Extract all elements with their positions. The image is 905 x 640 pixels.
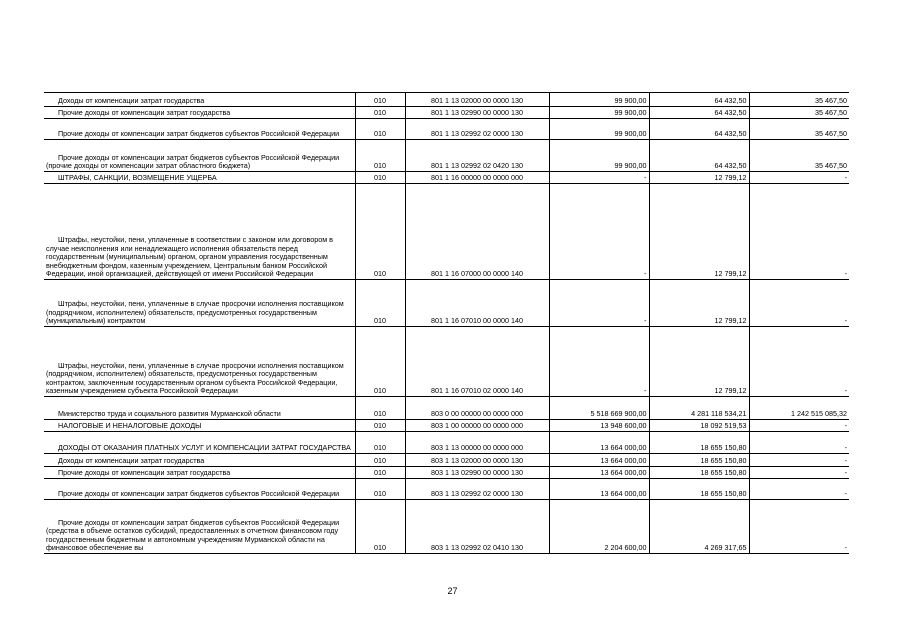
table-row: [44, 420, 849, 432]
table-row: [44, 172, 849, 184]
row-plan-cell: 13 664 000,00: [549, 454, 649, 467]
row-name-text: Доходы от компенсации затрат государства: [58, 96, 205, 106]
row-plan-cell: -: [549, 184, 649, 280]
row-plan-cell: -: [549, 172, 649, 184]
row-code-cell: 801 1 13 02992 02 0420 130: [405, 140, 549, 172]
row-admin-cell: 010: [355, 420, 405, 432]
row-rest-cell: -: [749, 432, 849, 454]
row-done-cell: 64 432,50: [649, 140, 749, 172]
revenue-table: [44, 92, 849, 554]
row-plan-cell: 5 518 669 900,00: [549, 397, 649, 420]
row-name-cell: [44, 172, 355, 184]
row-plan-cell: -: [549, 280, 649, 327]
row-admin-cell: 010: [355, 500, 405, 554]
row-rest-cell: 35 467,50: [749, 93, 849, 107]
row-done-cell: 18 655 150,80: [649, 479, 749, 500]
row-rest-cell: -: [749, 327, 849, 397]
row-rest-cell: -: [749, 172, 849, 184]
row-code-cell: 801 1 13 02992 02 0000 130: [405, 119, 549, 140]
row-code-cell: 801 1 16 07010 02 0000 140: [405, 327, 549, 397]
page-number: 27: [447, 586, 458, 596]
row-done-cell: 4 281 118 534,21: [649, 397, 749, 420]
row-name-cell: [44, 432, 355, 454]
row-name-cell: [44, 500, 355, 554]
row-code-cell: 801 1 16 07000 00 0000 140: [405, 184, 549, 280]
row-plan-cell: 13 664 000,00: [549, 432, 649, 454]
row-code-cell: 803 1 13 02000 00 0000 130: [405, 454, 549, 467]
row-name-cell: [44, 467, 355, 479]
table-row: [44, 280, 849, 327]
table-row: [44, 500, 849, 554]
row-plan-cell: 99 900,00: [549, 140, 649, 172]
row-name-text: Прочие доходы от компенсации затрат бюджетов субъектов Российской Федерации (прочие доходы от компенсации затрат областного бюджета): [46, 152, 340, 171]
row-rest-cell: 35 467,50: [749, 140, 849, 172]
row-admin-cell: 010: [355, 467, 405, 479]
table-row: [44, 454, 849, 467]
row-done-cell: 18 092 519,53: [649, 420, 749, 432]
row-name-text: ДОХОДЫ ОТ ОКАЗАНИЯ ПЛАТНЫХ УСЛУГ И КОМПЕНСАЦИИ ЗАТРАТ ГОСУДАРСТВА: [58, 443, 351, 453]
row-name-text: Штрафы, неустойки, пени, уплаченные в соответствии с законом или договором в случае неисполнения или ненадлежащего исполнения обязательств перед государственным (муниципальным) органом, органом управления государственным внебюджетным фондом, казенным учреждением, Центральным банком Российской Федерации, иной организацией, действующей от имени Российской Федерации: [46, 235, 333, 279]
row-rest-cell: -: [749, 467, 849, 479]
row-admin-cell: 010: [355, 172, 405, 184]
row-admin-cell: 010: [355, 140, 405, 172]
table-row: [44, 479, 849, 500]
row-done-cell: 64 432,50: [649, 93, 749, 107]
row-done-cell: 18 655 150,80: [649, 467, 749, 479]
row-done-cell: 12 799,12: [649, 327, 749, 397]
row-name-cell: [44, 119, 355, 140]
row-name-text: Прочие доходы от компенсации затрат бюджетов субъектов Российской Федерации: [58, 489, 340, 499]
row-done-cell: 12 799,12: [649, 280, 749, 327]
row-name-cell: [44, 327, 355, 397]
row-rest-cell: 35 467,50: [749, 107, 849, 119]
row-rest-cell: -: [749, 454, 849, 467]
row-code-cell: 803 1 13 02992 02 0410 130: [405, 500, 549, 554]
row-admin-cell: 010: [355, 479, 405, 500]
row-admin-cell: 010: [355, 327, 405, 397]
table-row: [44, 327, 849, 397]
row-done-cell: 12 799,12: [649, 184, 749, 280]
table-body: [44, 93, 849, 554]
row-name-text: Министерство труда и социального развития Мурманской области: [58, 409, 281, 419]
row-plan-cell: 13 664 000,00: [549, 479, 649, 500]
row-name-text: Штрафы, неустойки, пени, уплаченные в случае просрочки исполнения поставщиком (подрядчиком, исполнителем) обязательств, предусмотренных государственным контрактом, заключенным государственным органом субъекта Российской Федерации, казенным учреждением субъекта Российской Федерации: [46, 360, 344, 396]
row-code-cell: 801 1 13 02990 00 0000 130: [405, 107, 549, 119]
row-name-text: Прочие доходы от компенсации затрат бюджетов субъектов Российской Федерации (средства в объеме остатков субсидий, предоставленных в отчетном финансовом году государственным бюджетным и автономным учреждениям Мурманской области на финансовое обеспечение вы: [46, 517, 340, 553]
row-code-cell: 803 0 00 00000 00 0000 000: [405, 397, 549, 420]
row-done-cell: 18 655 150,80: [649, 454, 749, 467]
row-name-cell: [44, 280, 355, 327]
row-rest-cell: -: [749, 184, 849, 280]
row-admin-cell: 010: [355, 107, 405, 119]
row-name-text: Штрафы, неустойки, пени, уплаченные в случае просрочки исполнения поставщиком (подрядчиком, исполнителем) обязательств, предусмотренных государственным (муниципальным) контрактом: [46, 299, 344, 326]
row-name-cell: [44, 454, 355, 467]
row-plan-cell: 99 900,00: [549, 93, 649, 107]
row-done-cell: 12 799,12: [649, 172, 749, 184]
row-name-cell: [44, 420, 355, 432]
row-name-text: Прочие доходы от компенсации затрат государства: [58, 468, 231, 478]
row-rest-cell: -: [749, 420, 849, 432]
row-name-cell: [44, 93, 355, 107]
row-name-text: НАЛОГОВЫЕ И НЕНАЛОГОВЫЕ ДОХОДЫ: [58, 421, 202, 431]
row-admin-cell: 010: [355, 280, 405, 327]
row-code-cell: 803 1 13 02990 00 0000 130: [405, 467, 549, 479]
row-code-cell: 803 1 13 02992 02 0000 130: [405, 479, 549, 500]
row-rest-cell: 1 242 515 085,32: [749, 397, 849, 420]
row-done-cell: 4 269 317,65: [649, 500, 749, 554]
row-admin-cell: 010: [355, 184, 405, 280]
row-code-cell: 801 1 16 00000 00 0000 000: [405, 172, 549, 184]
table-row: [44, 93, 849, 107]
row-admin-cell: 010: [355, 432, 405, 454]
table-row: [44, 432, 849, 454]
row-rest-cell: -: [749, 500, 849, 554]
table-row: [44, 397, 849, 420]
row-name-cell: [44, 397, 355, 420]
table-row: [44, 467, 849, 479]
row-name-text: Прочие доходы от компенсации затрат государства: [58, 108, 231, 118]
row-rest-cell: 35 467,50: [749, 119, 849, 140]
row-code-cell: 801 1 13 02000 00 0000 130: [405, 93, 549, 107]
row-name-cell: [44, 140, 355, 172]
row-name-cell: [44, 479, 355, 500]
row-admin-cell: 010: [355, 454, 405, 467]
row-plan-cell: 13 664 000,00: [549, 467, 649, 479]
row-code-cell: 803 1 00 00000 00 0000 000: [405, 420, 549, 432]
row-code-cell: 803 1 13 00000 00 0000 000: [405, 432, 549, 454]
table-row: [44, 107, 849, 119]
row-admin-cell: 010: [355, 397, 405, 420]
row-done-cell: 18 655 150,80: [649, 432, 749, 454]
table-row: [44, 140, 849, 172]
row-code-cell: 801 1 16 07010 00 0000 140: [405, 280, 549, 327]
row-done-cell: 64 432,50: [649, 119, 749, 140]
table-row: [44, 119, 849, 140]
table-row: [44, 184, 849, 280]
row-rest-cell: -: [749, 280, 849, 327]
row-name-text: ШТРАФЫ, САНКЦИИ, ВОЗМЕЩЕНИЕ УЩЕРБА: [58, 173, 217, 183]
row-admin-cell: 010: [355, 93, 405, 107]
row-admin-cell: 010: [355, 119, 405, 140]
row-plan-cell: 2 204 600,00: [549, 500, 649, 554]
row-name-text: Прочие доходы от компенсации затрат бюджетов субъектов Российской Федерации: [58, 129, 340, 139]
row-plan-cell: 99 900,00: [549, 119, 649, 140]
row-plan-cell: -: [549, 327, 649, 397]
row-name-text: Доходы от компенсации затрат государства: [58, 456, 205, 466]
row-done-cell: 64 432,50: [649, 107, 749, 119]
row-name-cell: [44, 184, 355, 280]
row-plan-cell: 13 948 600,00: [549, 420, 649, 432]
row-rest-cell: -: [749, 479, 849, 500]
row-plan-cell: 99 900,00: [549, 107, 649, 119]
row-name-cell: [44, 107, 355, 119]
